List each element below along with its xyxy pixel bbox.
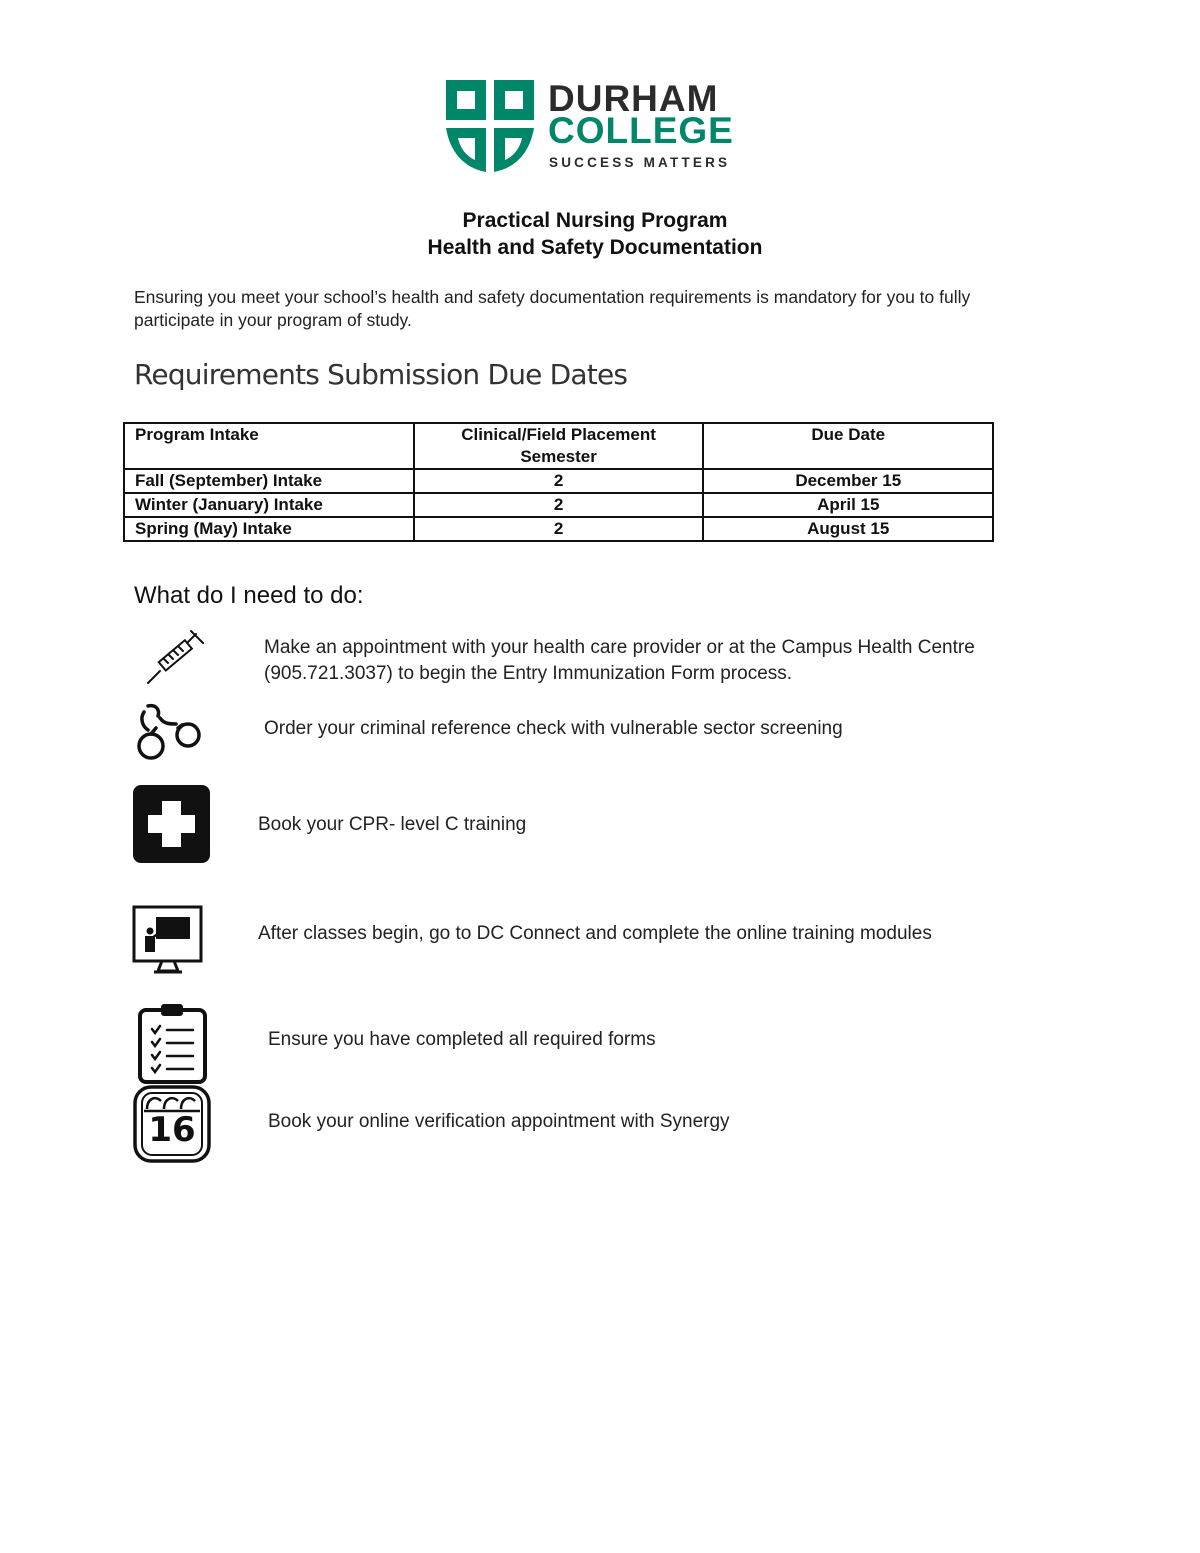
table-header-row [124, 423, 993, 469]
table-row [124, 517, 993, 541]
page-title: Practical Nursing Program [462, 209, 728, 232]
calendar-day: 16 [148, 1110, 196, 1150]
due-dates-heading: Requirements Submission Due Dates [134, 358, 628, 391]
due-dates-table [123, 422, 994, 542]
step-criminal-check-text: Order your criminal reference check with vulnerable sector screening [264, 718, 843, 739]
intro-paragraph: Ensuring you meet your school’s health and safety documentation requirements is mandatory for you to fully participate in your program of study. [134, 287, 971, 330]
table-row [124, 493, 993, 517]
column-header-placement-semester: Clinical/Field Placement Semester [414, 423, 704, 469]
cell-due-date: August 15 [703, 517, 993, 541]
cell-due-date: December 15 [703, 469, 993, 493]
cell-intake: Fall (September) Intake [124, 469, 414, 493]
step-online-training-text: After classes begin, go to DC Connect and complete the online training modules [258, 923, 932, 944]
clipboard-checklist-icon [137, 1002, 209, 1084]
online-training-monitor-icon [132, 905, 204, 975]
logo-line-college: COLLEGE [548, 110, 734, 151]
step-cpr-text: Book your CPR- level C training [258, 814, 527, 835]
column-header-due-date: Due Date [703, 423, 993, 469]
step-forms-text: Ensure you have completed all required forms [268, 1029, 656, 1050]
cell-intake: Winter (January) Intake [124, 493, 414, 517]
steps-heading: What do I need to do: [134, 582, 364, 609]
handcuffs-icon [134, 702, 204, 762]
cell-due-date: April 15 [703, 493, 993, 517]
logo-tagline: SUCCESS MATTERS [549, 155, 731, 170]
cell-semester: 2 [414, 469, 704, 493]
cell-intake: Spring (May) Intake [124, 517, 414, 541]
first-aid-cross-icon [133, 785, 210, 863]
column-header-program-intake: Program Intake [124, 423, 414, 469]
step-immunization-text: Make an appointment with your health care provider or at the Campus Health Centre (905.721.3037) to begin the Entry Immunization Form process. [264, 637, 975, 684]
logo-line-durham: DURHAM [548, 78, 719, 119]
shield-logo-icon [446, 80, 534, 172]
durham-college-logo [446, 80, 756, 172]
table-row [124, 469, 993, 493]
cell-semester: 2 [414, 493, 704, 517]
step-synergy-text: Book your online verification appointment with Synergy [268, 1111, 730, 1132]
page-subtitle: Health and Safety Documentation [427, 236, 763, 259]
syringe-icon [144, 628, 206, 686]
calendar-icon [133, 1085, 211, 1163]
cell-semester: 2 [414, 517, 704, 541]
